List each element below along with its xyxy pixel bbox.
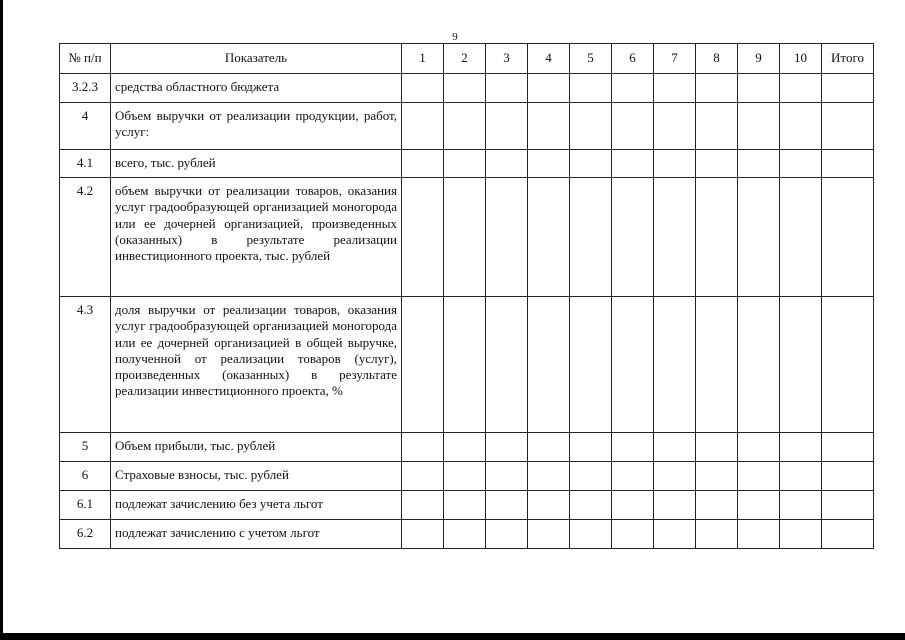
scan-bottom-edge (0, 633, 905, 640)
row-indicator: подлежат зачислению с учетом льгот (111, 520, 402, 549)
value-cell-period-1 (402, 462, 444, 491)
value-cell-period-2 (444, 520, 486, 549)
value-cell-period-6 (612, 491, 654, 520)
table-row (60, 462, 874, 491)
row-number: 6 (60, 462, 111, 491)
value-cell-period-3 (486, 150, 528, 178)
value-cell-period-5 (570, 297, 612, 433)
table-row (60, 103, 874, 150)
value-cell-total (822, 74, 874, 103)
value-cell-period-1 (402, 297, 444, 433)
value-cell-period-9 (738, 520, 780, 549)
value-cell-period-5 (570, 520, 612, 549)
row-indicator: подлежат зачислению без учета льгот (111, 491, 402, 520)
value-cell-period-2 (444, 103, 486, 150)
value-cell-period-3 (486, 520, 528, 549)
value-cell-period-4 (528, 103, 570, 150)
value-cell-period-10 (780, 74, 822, 103)
value-cell-period-8 (696, 178, 738, 297)
value-cell-period-7 (654, 150, 696, 178)
value-cell-period-8 (696, 103, 738, 150)
value-cell-period-5 (570, 491, 612, 520)
value-cell-period-6 (612, 433, 654, 462)
value-cell-period-6 (612, 150, 654, 178)
value-cell-period-9 (738, 297, 780, 433)
value-cell-period-10 (780, 103, 822, 150)
value-cell-period-9 (738, 74, 780, 103)
value-cell-period-6 (612, 520, 654, 549)
header-num: № п/п (60, 44, 111, 74)
header-period-6: 6 (612, 44, 654, 74)
value-cell-period-7 (654, 491, 696, 520)
row-indicator: всего, тыс. рублей (111, 150, 402, 178)
value-cell-period-10 (780, 520, 822, 549)
value-cell-period-1 (402, 491, 444, 520)
value-cell-period-2 (444, 74, 486, 103)
value-cell-period-8 (696, 74, 738, 103)
value-cell-period-3 (486, 74, 528, 103)
value-cell-period-5 (570, 178, 612, 297)
table-row (60, 74, 874, 103)
header-period-2: 2 (444, 44, 486, 74)
value-cell-period-7 (654, 74, 696, 103)
value-cell-period-1 (402, 103, 444, 150)
value-cell-period-5 (570, 74, 612, 103)
value-cell-period-2 (444, 150, 486, 178)
value-cell-total (822, 433, 874, 462)
value-cell-period-2 (444, 491, 486, 520)
header-period-8: 8 (696, 44, 738, 74)
value-cell-period-9 (738, 491, 780, 520)
table-row (60, 491, 874, 520)
row-indicator: Объем прибыли, тыс. рублей (111, 433, 402, 462)
value-cell-period-5 (570, 150, 612, 178)
table-row (60, 297, 874, 433)
value-cell-total (822, 462, 874, 491)
value-cell-period-6 (612, 462, 654, 491)
table-row (60, 178, 874, 297)
value-cell-period-2 (444, 433, 486, 462)
header-total: Итого (822, 44, 874, 74)
row-indicator: Объем выручки от реализации продукции, работ, услуг: (111, 103, 402, 150)
value-cell-period-6 (612, 297, 654, 433)
value-cell-period-7 (654, 178, 696, 297)
value-cell-period-9 (738, 103, 780, 150)
scan-left-edge (0, 0, 3, 640)
value-cell-period-4 (528, 462, 570, 491)
value-cell-period-9 (738, 462, 780, 491)
value-cell-period-5 (570, 103, 612, 150)
value-cell-period-6 (612, 178, 654, 297)
value-cell-period-10 (780, 433, 822, 462)
value-cell-period-6 (612, 74, 654, 103)
value-cell-period-4 (528, 150, 570, 178)
header-period-10: 10 (780, 44, 822, 74)
indicators-table (59, 43, 874, 549)
value-cell-period-2 (444, 178, 486, 297)
value-cell-period-1 (402, 74, 444, 103)
row-indicator: средства областного бюджета (111, 74, 402, 103)
value-cell-period-1 (402, 150, 444, 178)
value-cell-period-9 (738, 178, 780, 297)
header-period-5: 5 (570, 44, 612, 74)
value-cell-period-4 (528, 491, 570, 520)
value-cell-period-3 (486, 103, 528, 150)
page-number: 9 (452, 31, 458, 43)
value-cell-period-8 (696, 462, 738, 491)
header-period-3: 3 (486, 44, 528, 74)
value-cell-period-9 (738, 150, 780, 178)
value-cell-total (822, 103, 874, 150)
row-indicator: объем выручки от реализации товаров, оказания услуг градообразующей организацией моногорода или ее дочерней организацией, произведенных (оказанных) в результате реализации инвестиционного проекта, тыс. рублей (111, 178, 402, 297)
row-number: 3.2.3 (60, 74, 111, 103)
value-cell-period-3 (486, 297, 528, 433)
value-cell-period-3 (486, 491, 528, 520)
header-period-1: 1 (402, 44, 444, 74)
value-cell-period-4 (528, 178, 570, 297)
value-cell-period-5 (570, 433, 612, 462)
row-number: 4.1 (60, 150, 111, 178)
row-number: 4 (60, 103, 111, 150)
value-cell-period-10 (780, 150, 822, 178)
value-cell-period-6 (612, 103, 654, 150)
row-indicator: доля выручки от реализации товаров, оказания услуг градообразующей организацией моногорода или ее дочерней организацией в общей выручке, полученной от реализации товаров (услуг), произведенных (оказанных) в результате реализации инвестиционного проекта, % (111, 297, 402, 433)
value-cell-total (822, 178, 874, 297)
value-cell-period-1 (402, 433, 444, 462)
value-cell-period-7 (654, 462, 696, 491)
value-cell-total (822, 491, 874, 520)
value-cell-total (822, 150, 874, 178)
table-row (60, 150, 874, 178)
value-cell-period-7 (654, 520, 696, 549)
row-number: 5 (60, 433, 111, 462)
header-period-9: 9 (738, 44, 780, 74)
header-period-4: 4 (528, 44, 570, 74)
value-cell-period-10 (780, 462, 822, 491)
table-row (60, 433, 874, 462)
value-cell-period-8 (696, 297, 738, 433)
row-number: 4.3 (60, 297, 111, 433)
row-number: 6.1 (60, 491, 111, 520)
value-cell-period-4 (528, 74, 570, 103)
value-cell-period-8 (696, 491, 738, 520)
value-cell-period-10 (780, 491, 822, 520)
value-cell-period-10 (780, 178, 822, 297)
value-cell-period-2 (444, 462, 486, 491)
value-cell-period-3 (486, 462, 528, 491)
value-cell-period-2 (444, 297, 486, 433)
value-cell-period-10 (780, 297, 822, 433)
table-row (60, 520, 874, 549)
row-indicator: Страховые взносы, тыс. рублей (111, 462, 402, 491)
value-cell-period-8 (696, 520, 738, 549)
value-cell-total (822, 520, 874, 549)
value-cell-period-8 (696, 150, 738, 178)
header-period-7: 7 (654, 44, 696, 74)
value-cell-period-5 (570, 462, 612, 491)
value-cell-period-7 (654, 103, 696, 150)
row-number: 6.2 (60, 520, 111, 549)
value-cell-period-3 (486, 178, 528, 297)
value-cell-period-4 (528, 297, 570, 433)
value-cell-period-1 (402, 178, 444, 297)
value-cell-period-1 (402, 520, 444, 549)
value-cell-period-4 (528, 520, 570, 549)
value-cell-period-9 (738, 433, 780, 462)
value-cell-period-3 (486, 433, 528, 462)
value-cell-period-7 (654, 433, 696, 462)
value-cell-period-8 (696, 433, 738, 462)
header-indicator: Показатель (111, 44, 402, 74)
table-header-row (60, 44, 874, 74)
value-cell-period-7 (654, 297, 696, 433)
value-cell-period-4 (528, 433, 570, 462)
row-number: 4.2 (60, 178, 111, 297)
value-cell-total (822, 297, 874, 433)
